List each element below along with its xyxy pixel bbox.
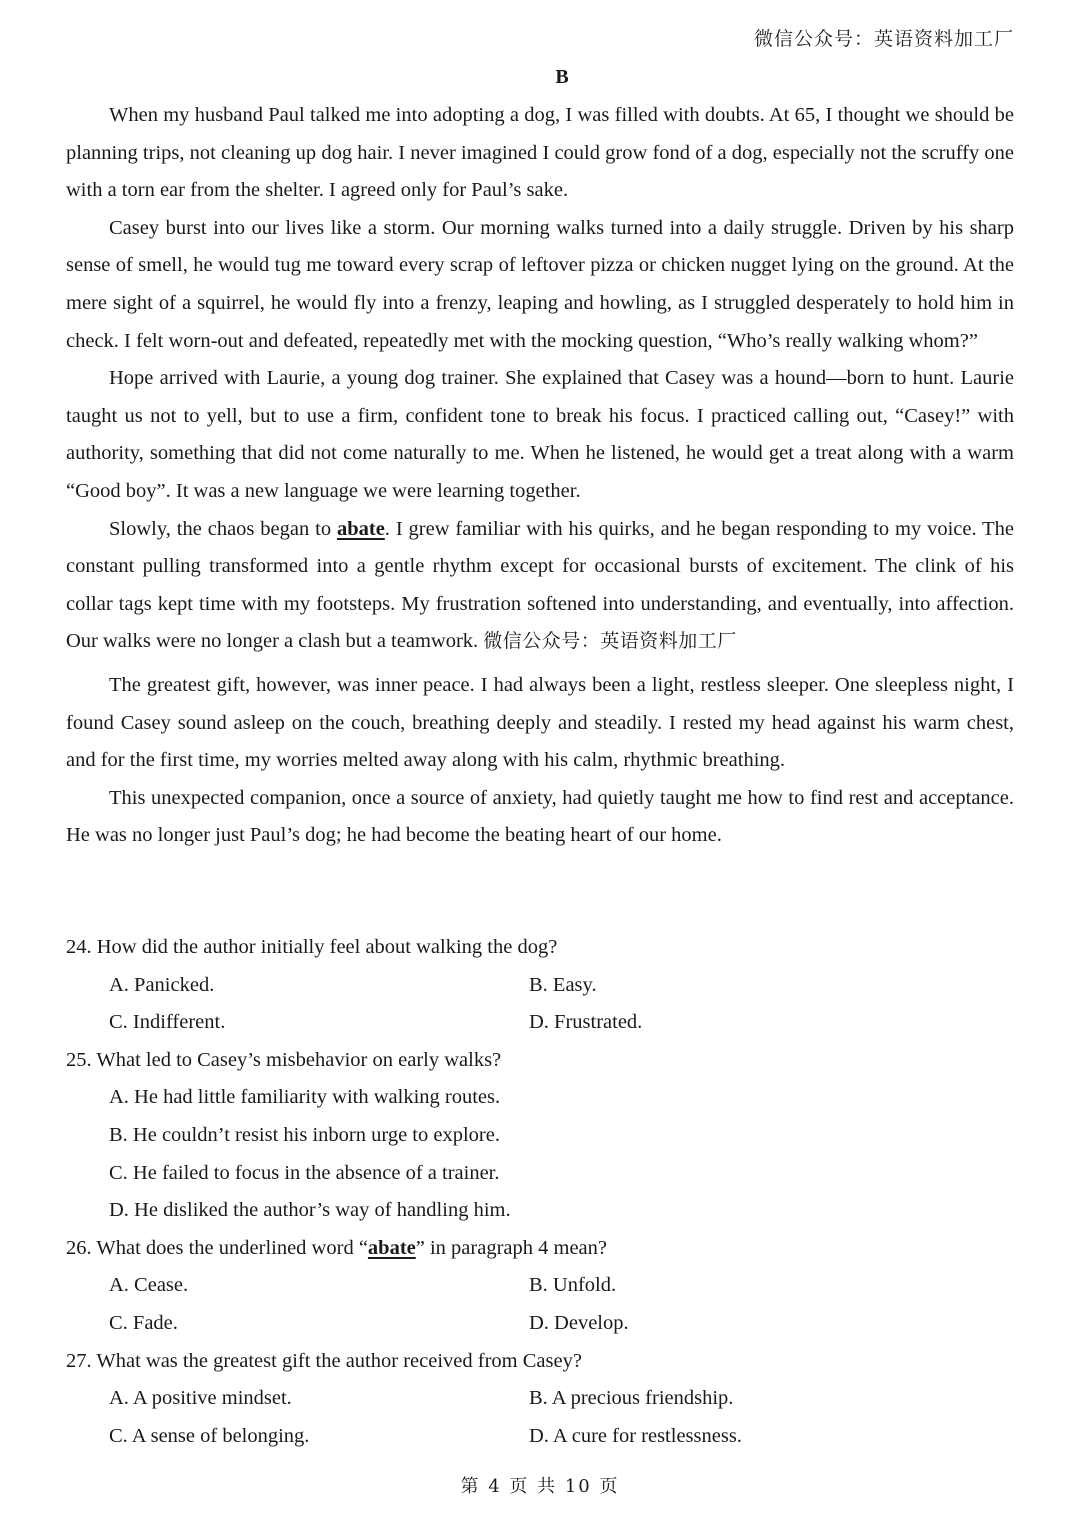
question-26 <box>66 1230 1014 1343</box>
passage-paragraph-3: Hope arrived with Laurie, a young dog trainer. She explained that Casey was a hound—born to hunt. Laurie taught us not to yell, but to use a firm, confident tone to break his focus. I practiced calling out, “Casey!” with authority, something that did not come naturally to me. When he listened, he would get a treat along with a warm “Good boy”. It was a new language we were learning together. <box>66 367 1014 502</box>
question-stem: 27. What was the greatest gift the author received from Casey? <box>66 1349 582 1372</box>
option-c: C. He failed to focus in the absence of a trainer. <box>109 1161 500 1184</box>
option-a: A. Cease. <box>109 1274 189 1297</box>
option-b: B. A precious friendship. <box>529 1387 734 1410</box>
passage-paragraph-5: The greatest gift, however, was inner peace. I had always been a light, restless sleeper. One sleepless night, I found Casey sound asleep on the couch, breathing deeply and steadily. I rested my head against his warm chest, and for the first time, my worries melted away along with his calm, rhythmic breathing. <box>66 673 1014 772</box>
question-stem-start: 26. What does the underlined word “ <box>66 1236 368 1259</box>
option-c: C. Fade. <box>109 1311 178 1334</box>
passage-paragraph-4 <box>66 511 1014 661</box>
option-c: C. A sense of belonging. <box>109 1424 310 1447</box>
option-a: A. He had little familiarity with walking routes. <box>109 1086 501 1109</box>
option-a: A. Panicked. <box>109 973 215 996</box>
question-section <box>66 929 1014 1455</box>
question-27 <box>66 1343 1014 1456</box>
question-stem: 24. How did the author initially feel about walking the dog? <box>66 936 558 958</box>
paragraph-4-text-end: . I grew familiar with his quirks, and he began responding to my voice. The constant pulling transformed into a gentle rhythm except for occasional bursts of excitement. The clink of his collar tags kept time with my footsteps. My frustration softened into understanding, and eventually, into affection. Our walks were no longer a clash but a teamwork. <box>66 517 1014 653</box>
underlined-keyword: abate <box>367 1236 416 1259</box>
option-b: B. Unfold. <box>529 1274 617 1297</box>
question-stem-end: ” in paragraph 4 mean? <box>415 1236 607 1259</box>
page-number-footer: 第 4 页 共 10 页 <box>460 1476 620 1497</box>
question-24 <box>66 929 1014 1042</box>
passage-paragraph-2: Casey burst into our lives like a storm. Our morning walks turned into a daily struggle. Driven by his sharp sense of smell, he would tug me toward every scrap of leftover pizza or chicken nugget lying on the ground. At the mere sight of a squirrel, he would fly into a frenzy, leaping and howling, as I struggled desperately to hold him in check. I felt worn-out and defeated, repeatedly met with the mocking question, “Who’s really walking whom?” <box>66 216 1014 352</box>
answer-options <box>66 1079 1014 1229</box>
question-25 <box>66 1042 1014 1230</box>
option-b: B. He couldn’t resist his inborn urge to explore. <box>109 1123 500 1146</box>
answer-options <box>66 1267 1014 1342</box>
option-d: D. He disliked the author’s way of handling him. <box>109 1199 511 1222</box>
question-stem <box>66 1230 1014 1268</box>
inline-watermark: 微信公众号：英语资料加工厂 <box>483 630 737 653</box>
question-stem: 25. What led to Casey’s misbehavior on early walks? <box>66 1048 502 1071</box>
answer-options <box>66 1380 1014 1455</box>
option-a: A. A positive mindset. <box>109 1387 292 1410</box>
section-label: B <box>555 66 569 88</box>
reading-passage <box>66 97 1014 855</box>
passage-paragraph-1: When my husband Paul talked me into adopting a dog, I was filled with doubts. At 65, I thought we should be planning trips, not cleaning up dog hair. I never imagined I could grow fond of a dog, especially not the scruffy one with a torn ear from the shelter. I agreed only for Paul’s sake. <box>66 104 1014 202</box>
underlined-keyword: abate <box>336 517 385 540</box>
option-c: C. Indifferent. <box>109 1011 226 1034</box>
passage-paragraph-6: This unexpected companion, once a source of anxiety, had quietly taught me how to find rest and acceptance. He was no longer just Paul’s dog; he had become the beating heart of our home. <box>66 786 1014 847</box>
option-d: D. Frustrated. <box>529 1011 643 1034</box>
option-d: D. A cure for restlessness. <box>529 1424 742 1447</box>
header-watermark: 微信公众号：英语资料加工厂 <box>753 28 1014 50</box>
answer-options <box>66 967 1014 1042</box>
paragraph-4-text-start: Slowly, the chaos began to <box>109 517 337 540</box>
option-b: B. Easy. <box>529 973 597 996</box>
option-d: D. Develop. <box>529 1311 629 1334</box>
